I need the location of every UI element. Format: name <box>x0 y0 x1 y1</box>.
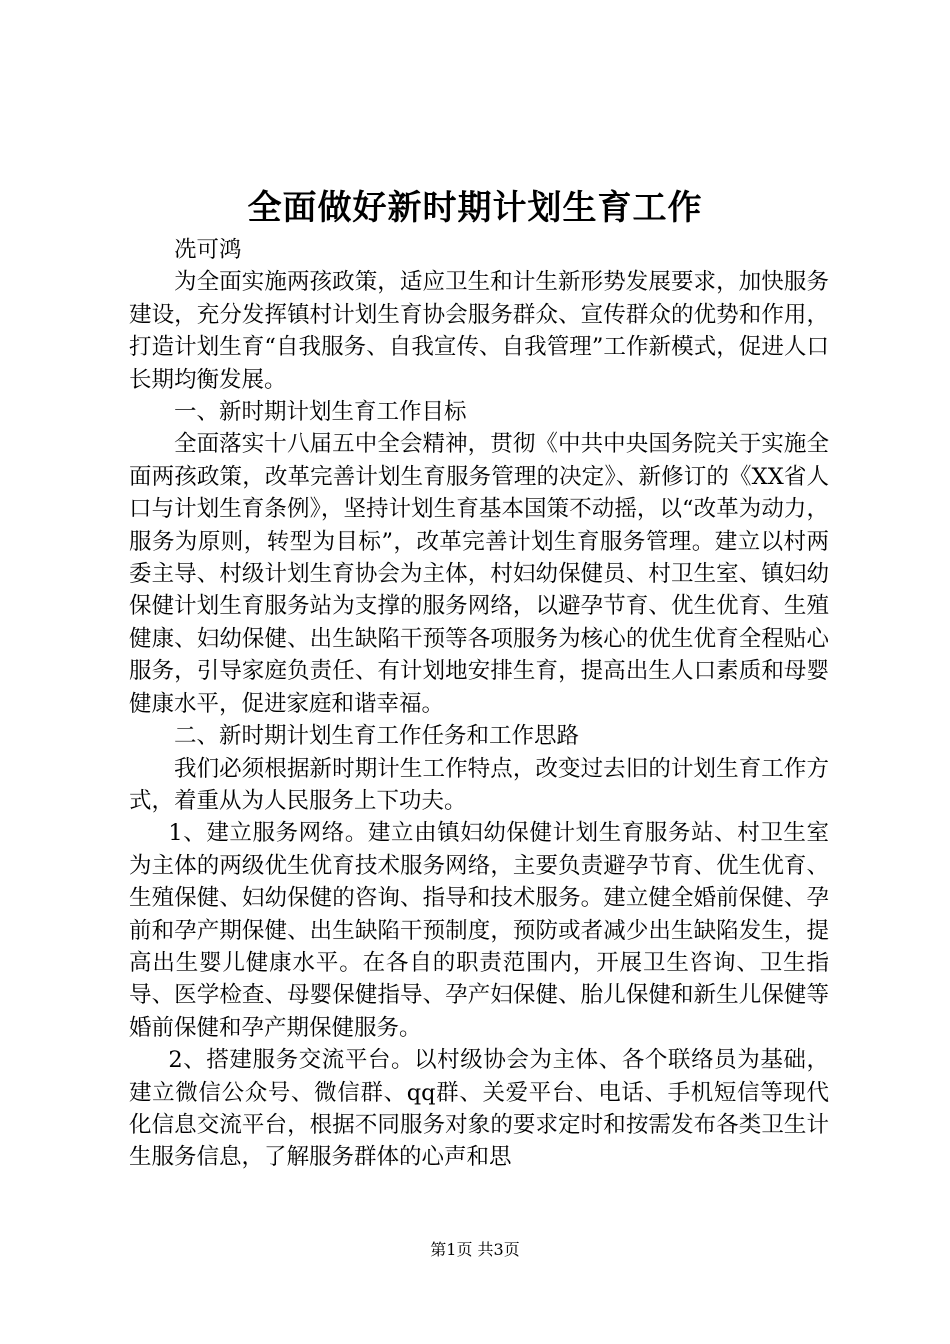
document-title: 全面做好新时期计划生育工作 <box>247 188 703 228</box>
task-item-platform: 2、搭建服务交流平台。以村级协会为主体、各个联络员为基础，建立微信公众号、微信群、qq群、关爱平台、电话、手机短信等现代化信息交流平台，根据不同服务对象的要求定时和按需发布各类卫生计生服务信息，了解服务群体的心声和思 <box>129 1047 829 1171</box>
section-heading-tasks: 二、新时期计划生育工作任务和工作思路 <box>174 723 580 750</box>
goals-paragraph: 全面落实十八届五中全会精神，贯彻《中共中央国务院关于实施全面两孩政策，改革完善计划生育服务管理的决定》、新修订的《XX省人口与计划生育条例》，坚持计划生育基本国策不动摇，以“改革为动力，服务为原则，转型为目标”，改革完善计划生育服务管理。建立以村两委主导、村级计划生育协会为主体，村妇幼保健员、村卫生室、镇妇幼保健计划生育服务站为支撑的服务网络，以避孕节育、优生优育、生殖健康、妇幼保健、出生缺陷干预等各项服务为核心的优生优育全程贴心服务，引导家庭负责任、有计划地安排生育，提高出生人口素质和母婴健康水平，促进家庭和谐幸福。 <box>129 431 829 717</box>
tasks-intro-paragraph: 我们必须根据新时期计生工作特点，改变过去旧的计划生育工作方式，着重从为人民服务上下功夫。 <box>129 755 829 814</box>
task-item-network: 1、建立服务网络。建立由镇妇幼保健计划生育服务站、村卫生室为主体的两级优生优育技术服务网络，主要负责避孕节育、优生优育、生殖保健、妇幼保健的咨询、指导和技术服务。建立健全婚前保健、孕前和孕产期保健、出生缺陷干预制度，预防或者减少出生缺陷发生，提高出生婴儿健康水平。在各自的职责范围内，开展卫生咨询、卫生指导、医学检查、母婴保健指导、孕产妇保健、胎儿保健和新生儿保健等婚前保健和孕产期保健服务。 <box>129 820 829 1041</box>
author-line: 冼可鸿 <box>174 237 242 263</box>
document-body <box>129 234 829 1174</box>
section-heading-goals: 一、新时期计划生育工作目标 <box>174 399 467 426</box>
intro-paragraph: 为全面实施两孩政策，适应卫生和计生新形势发展要求，加快服务建设，充分发挥镇村计划生育协会服务群众、宣传群众的优势和作用，打造计划生育“自我服务、自我宣传、自我管理”工作新模式，促进人口长期均衡发展。 <box>129 269 829 393</box>
page-footer: 第1页 共3页 <box>430 1240 520 1259</box>
